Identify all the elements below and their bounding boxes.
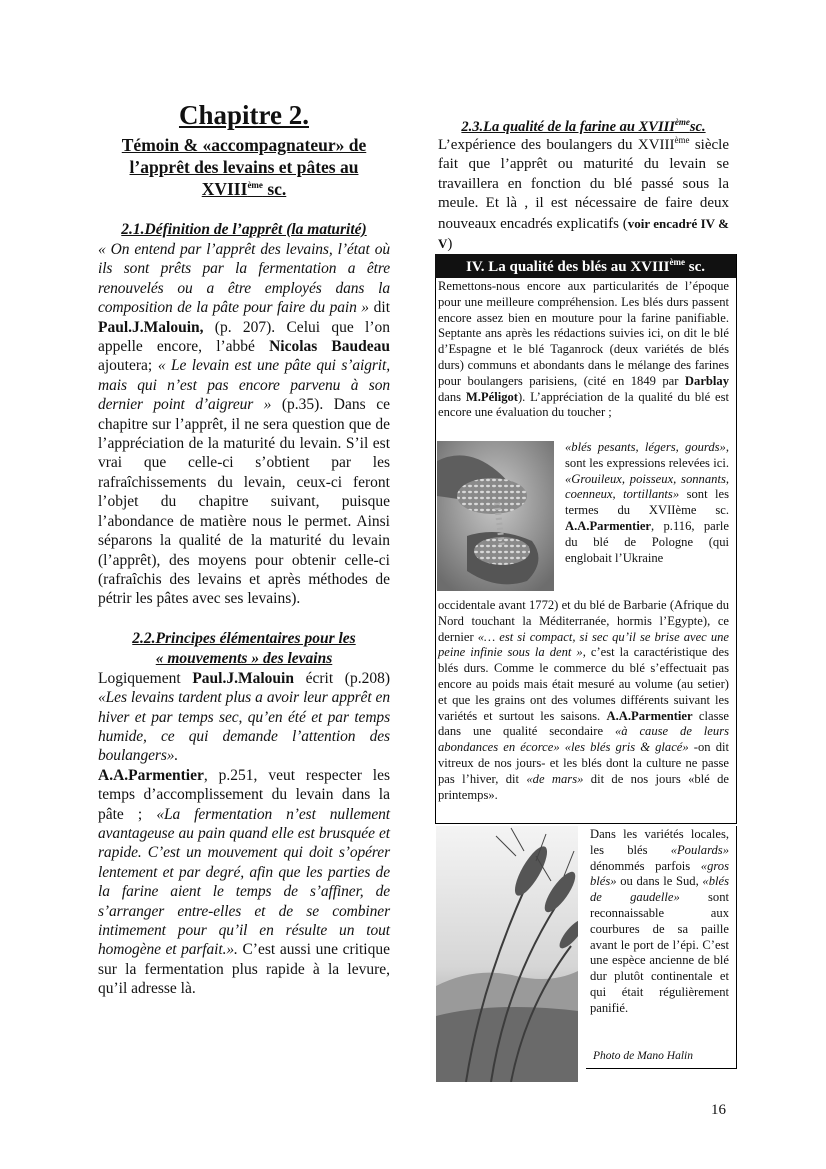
text: , sont les expressions relevées ici. (565, 440, 729, 470)
text: dit (368, 299, 390, 317)
section-2-2-para2 (98, 766, 390, 999)
section-2-1-title: 2.1.Définition de l’apprêt (la maturité) (121, 221, 367, 238)
chapter-century: XVIII (201, 179, 248, 199)
title-sup: ème (674, 117, 690, 128)
text: occidentale avant 1772) et du blé de Barbarie (Afrique du Nord touchant la Méditerranée, hormis l’Egypte), ce dernier (438, 598, 729, 644)
box-title-sup: ème (669, 257, 686, 267)
section-2-1-body (98, 240, 390, 609)
box-title-text: IV. La qualité des blés au XVIII (465, 259, 670, 275)
section-2-3-title (438, 118, 729, 136)
text: ajoutera; (98, 357, 158, 375)
text: (p. 207). Celui que l’on appelle encore, l’abbé (98, 318, 390, 356)
text: sont reconnaissable aux courbures de sa paille avant le port de l’épi. C’est une espèce ancienne de blé dur plutôt continentale et qui était régulièrement panifié. (590, 890, 729, 1015)
quote: «gros blés» (590, 858, 729, 889)
quote: « On entend par l’apprêt des levains, l’état où ils sont prêts par la fermentation a être renouvelés ou a être employés dans la composition de la pâte pour faire du pain » (98, 241, 390, 317)
quote: «de mars» (526, 771, 584, 786)
quote: «à cause de leurs abondances en écorce» «les blés gris & glacé» (438, 724, 729, 755)
text: , p.251, veut respecter les temps d’accomplissement du levain dans la pâte ; (98, 766, 390, 823)
author: M.Péligot (465, 389, 518, 404)
box-iv-para2-top (565, 440, 729, 566)
author: Paul.J.Malouin, (98, 318, 204, 336)
quote: «Poulards» (670, 842, 729, 857)
author: Darblay (684, 373, 729, 388)
wheat-grain-photo (437, 441, 554, 591)
author: A.A.Parmentier (606, 708, 693, 723)
author: Paul.J.Malouin (192, 669, 294, 687)
text: C’est aussi une critique sur la fermentation plus rapide à la levure, qu’il adresse là. (98, 941, 390, 998)
text: ). L’appréciation de la qualité du blé est encore une évaluation du toucher ; (438, 389, 730, 420)
author: Nicolas Baudeau (269, 338, 390, 356)
chapter-subtitle-line: Témoin & «accompagnateur» de (121, 135, 367, 155)
quote: «La fermentation n’est nullement avantageuse au pain quand elle est brusquée et rapide. C’est un mouvement qui doit s’opérer lentement et par degré, afin que les parties de la farine aient le temps de s’affiner, de s’arranger entre-elles et de se combiner intimement pour qu’il en résulte un tout homogène et parfait.». (98, 805, 391, 959)
author: A.A.Parmentier (98, 766, 204, 784)
box-title-end: sc. (685, 259, 706, 275)
text: ou dans le Sud, (616, 874, 703, 889)
text: (p.35). Dans ce chapitre sur l’apprêt, il ne sera question que de l’appréciation de la maturité du levain. S’il est vrai que celle-ci s’obtient par les rafraîchissements du levain, ceux-ci feront l’objet du chapitre suivant, puisque l’abondance de matière nous le permet. Ainsi séparons la qualité de la maturité du levain (l’apprêt), des moyens pour obtenir celle-ci (rafraîchis des levains et après méthodes de pétrir les pâtes avec ses levains). (98, 396, 390, 608)
chapter-century-sup: ème (247, 180, 263, 191)
text-sup: ème (674, 135, 690, 145)
text: L’expérience des boulangers du XVIII (438, 137, 675, 153)
box-iv-title (435, 254, 736, 278)
box-iv-para2-bottom (438, 598, 729, 803)
title-line: « mouvements » des levains (155, 649, 333, 667)
text: dit de nos jours «blé de printemps». (438, 771, 730, 802)
text: dans (438, 389, 466, 404)
quote: « Le levain est une pâte qui s’aigrit, mais qui n’est pas encore parvenu à son dernier point d’aigreur » (98, 357, 390, 414)
quote: «… est si compact, si sec qu’il se brise avec une peine infinie sous la dent » (438, 629, 729, 660)
quote: «blés de gaudelle» (590, 874, 729, 905)
text: Logiquement (98, 669, 193, 687)
chapter-subtitle-line: l’apprêt des levains et pâtes au (129, 157, 359, 177)
section-2-3-body (438, 136, 729, 254)
title-line: 2.2.Principes élémentaires pour les (132, 629, 356, 647)
text: écrit (p.208) (293, 669, 390, 687)
text: Remettons-nous encore aux particularités de l’époque pour une meilleure compréhension. Les blés durs passent encore assez bien en mouture pour la farine panifiable. Septante ans après les rédactions suivies ici, on dit le blé d’Espagne et le blé Taganrock (deux variétés de blés durs) communs et abondants dans le mélange des farines pour boulangers parisiens, (cité en 1849 par (438, 279, 729, 388)
text: classe dans une qualité secondaire (438, 708, 730, 739)
quote: «Les levains tardent plus a avoir leur apprêt en hiver et par temps sec, qu’en été et par temps humide, ce qui demande l’attention des boulangers». (98, 689, 390, 765)
quote: «Grouileux, poisseux, sonnants, coenneux, tortillants» (565, 471, 729, 502)
title-text: 2.3.La qualité de la farine au XVIII (461, 119, 675, 135)
box-reference: voir encadré IV & V (438, 215, 730, 252)
text: -on dit vitreux de nos jours- et les blés dont la culture ne passe pas l’hiver, dit (438, 740, 729, 786)
author: A.A.Parmentier (565, 518, 652, 533)
text: , p.116, parle du blé de Pologne (qui englobait l’Ukraine (565, 518, 729, 565)
side-box-text (590, 827, 729, 1017)
section-2-2-title (98, 629, 390, 669)
box-iv-para1 (438, 279, 729, 421)
text: dénommés parfois (590, 858, 701, 873)
chapter-century-end: sc. (262, 179, 287, 199)
left-column (98, 100, 390, 999)
right-column-top (438, 118, 729, 254)
section-2-2-para1 (98, 669, 390, 766)
text: siècle fait que l’apprêt ou maturité du levain se travaillera en fonction du blé passé sous la meule. Et là , il est nécessaire de faire deux nouveaux encadrés explicatifs ( (438, 137, 729, 232)
chapter-subtitle (98, 134, 390, 200)
page-number: 16 (711, 1102, 726, 1118)
photo-caption: Photo de Mano Halin (593, 1050, 693, 1062)
text: , c’est la caractéristique des blés durs. Comme le commerce du blé s’effectuait pas encore au poids mais était mesuré au volume (au setier) et que les grains ont des volumes différents suivant les variétés et surtout les saisons. (438, 645, 729, 723)
title-end: sc. (689, 119, 706, 135)
wheat-ears-photo (436, 826, 578, 1082)
text: Dans les variétés locales, les blés (590, 827, 729, 857)
quote: «blés pesants, légers, gourds» (565, 440, 726, 454)
text: sont les termes du XVIIème sc. (565, 487, 729, 518)
chapter-subtitle-line (98, 178, 390, 200)
text: ) (447, 236, 453, 253)
chapter-title: Chapitre 2. (178, 100, 309, 130)
